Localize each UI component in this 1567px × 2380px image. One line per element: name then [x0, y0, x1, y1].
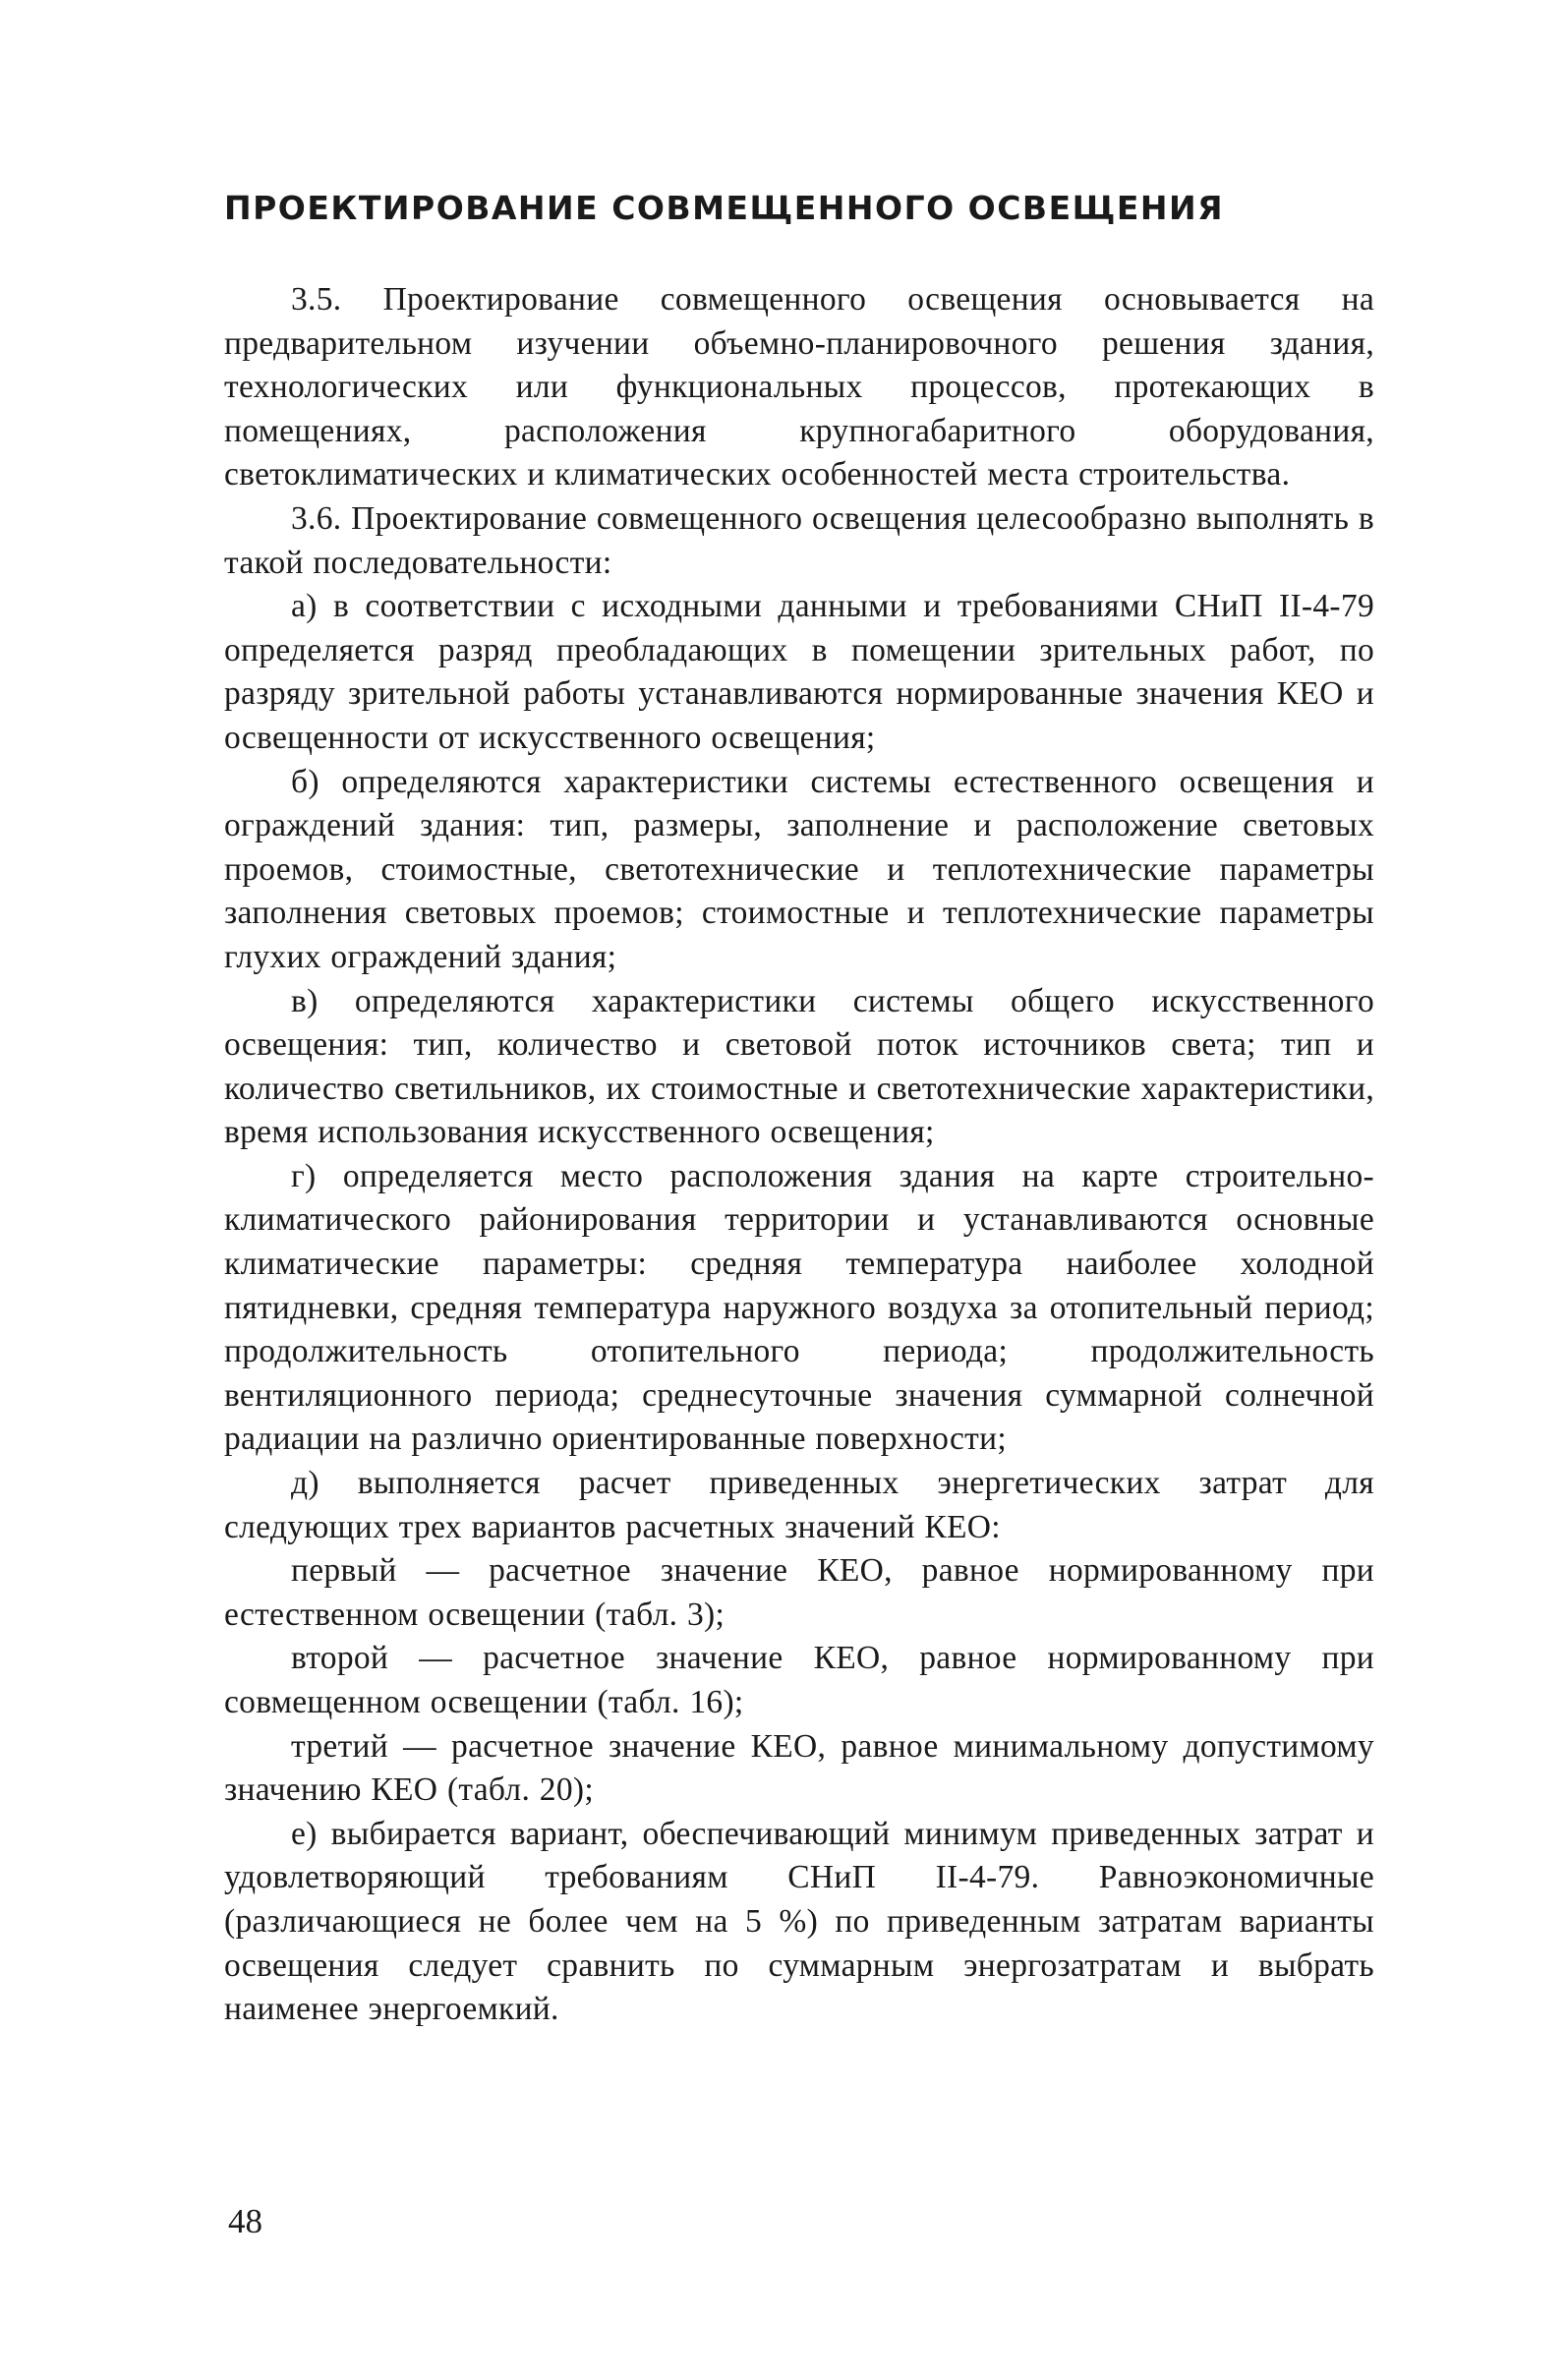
- list-item-d: д) выполняется расчет приведенных энергетических затрат для следующих трех вариантов расчетных значений КЕО:: [224, 1465, 1374, 1545]
- paragraph-3-6: 3.6. Проектирование совмещенного освещения целесообразно выполнять в такой последовательности:: [224, 499, 1374, 581]
- variant-first: первый — расчетное значение КЕО, равное нормированному при естественном освещении (табл. 3);: [224, 1552, 1374, 1633]
- list-item-v: в) определяются характеристики системы общего искусственного освещения: тип, количество и световой поток источников света; тип и количество светильников, их стоимостные и светотехнические характеристики, время использования искусственного освещения;: [224, 982, 1374, 1151]
- variant-second: второй — расчетное значение КЕО, равное нормированному при совмещенном освещении (табл. 16);: [224, 1640, 1374, 1720]
- variant-third: третий — расчетное значение КЕО, равное минимальному допустимому значению КЕО (табл. 20);: [224, 1727, 1374, 1809]
- page-number: 48: [228, 2202, 262, 2240]
- section-heading: ПРОЕКТИРОВАНИЕ СОВМЕЩЕННОГО ОСВЕЩЕНИЯ: [224, 189, 1225, 227]
- list-item-e: е) выбирается вариант, обеспечивающий минимум приведенных затрат и удовлетворяющий требованиям СНиП II-4-79. Равноэкономичные (различающиеся не более чем на 5 %) по приведенным затратам варианты освещения следует сравнить по суммарным энергозатратам и выбрать наименее энергоемкий.: [224, 1815, 1374, 2028]
- list-item-b: б) определяются характеристики системы естественного освещения и ограждений здания: тип, размеры, заполнение и расположение световых проемов, стоимостные, светотехнические и теплотехнические параметры заполнения световых проемов; стоимостные и теплотехнические параметры глухих ограждений здания;: [224, 763, 1374, 975]
- body-text: [224, 278, 1374, 2032]
- list-item-a: а) в соответствии с исходными данными и требованиями СНиП II-4-79 определяется разряд преобладающих в помещении зрительных работ, по разряду зрительной работы устанавливаются нормированные значения КЕО и освещенности от искусственного освещения;: [224, 588, 1374, 756]
- list-item-g: г) определяется место расположения здания на карте строительно-климатического районирования территории и устанавливаются основные климатические параметры: средняя температура наиболее холодной пятидневки, средняя температура наружного воздуха за отопительный период; продолжительность отопительного периода; продолжительность вентиляционного периода; среднесуточные значения суммарной солнечной радиации на различно ориентированные поверхности;: [224, 1157, 1374, 1458]
- paragraph-3-5: 3.5. Проектирование совмещенного освещения основывается на предварительном изучении объемно-планировочного решения здания, технологических или функциональных процессов, протекающих в помещениях, расположения крупногабаритного оборудования, светоклиматических и климатических особенностей места строительства.: [224, 281, 1374, 493]
